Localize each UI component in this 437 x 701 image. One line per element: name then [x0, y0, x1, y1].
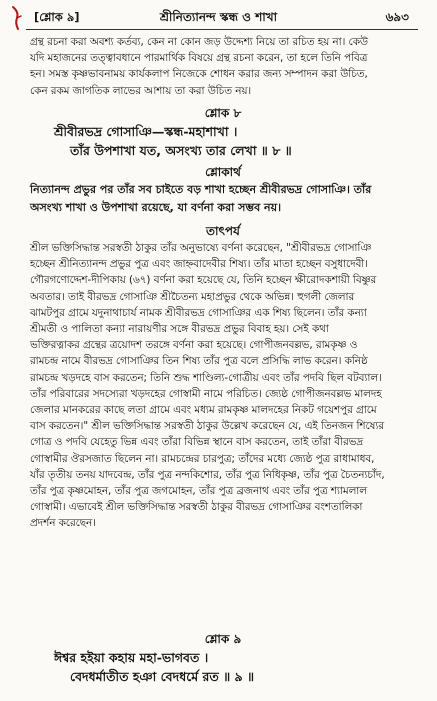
- purport-line: গৌরগণোদ্দেশ-দীপিকায় (৬৭) বর্ণনা করা হয়েছে যে, তিনি হচ্ছেন ক্ষীরোদকশায়ী বিষ্ণুর: [30, 274, 377, 287]
- running-header: [0, 9, 437, 29]
- purport-line: রামচন্দ্র নামে বীরভদ্র গোসাঞির তিন শিষ্য তাঁর পুত্র বলে প্রসিদ্ধি লাভ করেন। কনিষ্ঠ: [30, 355, 368, 368]
- header-rule: [26, 29, 418, 30]
- purport-line: শ্রীমতী ও পালিতা কন্যা নারায়ণীর সঙ্গে বীরভদ্র প্রভুর বিবাহ হয়। সেই কথা: [30, 323, 329, 336]
- verse-heading: শ্লোক ৯: [204, 632, 242, 646]
- purport-line: যাঁর তৃতীয় তনয় যাদবেন্দ্র, তাঁর পুত্র নন্দকিশোর, তাঁর পুত্র নিধিকৃষ্ণ, তাঁর পুত্র চৈতন্যচাঁদ,: [30, 468, 385, 481]
- translation-section: [30, 163, 416, 216]
- purport-line: তাঁর পরিবারের সদস্যেরা খড়দহের গোস্বামী নামে পরিচিত। জ্যেষ্ঠ গোপীজনবল্লভ মালদহ: [30, 387, 382, 400]
- translation-heading: শ্লোকার্থ: [205, 165, 241, 179]
- purport-line: বাস করতেন।" শ্রীল ভক্তিসিদ্ধান্ত সরস্বতী ঠাকুর উল্লেখ করেছেন যে, এই তিনজন শিষ্যের: [30, 420, 384, 433]
- purport-section: [30, 222, 416, 532]
- text-line: কেন রকম জাগতিক লাভের আশায় তা করা উচিত নয়।: [30, 84, 252, 97]
- verse-line: বেদধর্মাতীত হঞা বেদধর্মে রত ॥ ৯ ॥: [70, 669, 255, 684]
- verse-line: তাঁর উপশাখা যত, অসংখ্য তার লেখা ॥ ৮ ॥: [70, 143, 292, 158]
- text-line: হন। সমস্ত কৃষ্ণভাবনাময় কার্যকলাপ নিজেকে শোধন করার জন্য সম্পাদন করা উচিত,: [30, 68, 368, 81]
- verse-line: শ্রীবীরভদ্র গোসাঞি—স্কন্ধ-মহাশাখা ।: [54, 124, 238, 139]
- text-line: গ্রন্থ রচনা করা অবশ্য কর্তব্য, কেন না কোন জড় উদ্দেশ্য নিয়ে তা রচিত হয় না। কেউ: [30, 36, 368, 48]
- purport-line: জেলার মানকরের কাছে লতা গ্রামে এবং মধ্যম রামকৃষ্ণ মালদহের নিকট গয়েশপুর গ্রামে: [30, 404, 377, 417]
- purport-line: তাঁর পুত্র কৃষ্ণমোহন, তাঁর পুত্র জগমোহন, তাঁর পুত্র ব্রজনাথ এবং তাঁর পুত্র শ্যামলাল: [30, 485, 367, 498]
- intro-paragraph: [30, 34, 416, 99]
- verse-9: [30, 630, 416, 686]
- purport-line: গোস্বামীর ঔরসজাত ছিলেন না। রামচন্দ্রের চারপুত্র; তাঁদের মধ্যে জ্যেষ্ঠ পুত্র রাধামাধব,: [30, 452, 375, 465]
- header-chapter-title: শ্রীনিত্যানন্দ স্কন্ধ ও শাখা: [159, 10, 278, 24]
- purport-heading: তাৎপর্য: [206, 224, 240, 238]
- purport-line: ঝামটপুর গ্রামে যদুনাথাচার্য নামক শ্রীবীরভদ্র গোসাঞির এক শিষ্য ছিলেন। তাঁর কন্যা: [30, 306, 367, 319]
- translation-line: অসংখ্য শাখা ও উপশাখা রয়েছে, যা বর্ণনা করা সম্ভব নয়।: [30, 200, 282, 214]
- purport-line: গোত্র ও পদবি যেহেতু ভিন্ন এবং তাঁরা বিভিন্ন স্থানে বাস করতেন, তাই তাঁরা বীরভদ্র: [30, 436, 364, 449]
- purport-line: হচ্ছেন শ্রীনিত্যানন্দ প্রভুর পুত্র এবং জাহ্নবাদেবীর শিষ্য। তাঁর মাতা হচ্ছেন বসুধাদেবী।: [30, 258, 368, 271]
- verse-heading: শ্লোক ৮: [204, 106, 242, 120]
- verse-8: [30, 104, 416, 160]
- purport-line: শ্রীল ভক্তিসিদ্ধান্ত সরস্বতী ঠাকুর তাঁর অনুভাষ্যে বর্ণনা করেছেন, "শ্রীবীরভদ্র গোসাঞি: [30, 242, 372, 254]
- text-line: যদি মহাজনের তত্ত্বাবধানে পারমার্থিক বিষয়ে গ্রন্থ রচনা করেন, তা হলে তিনি পবিত্র: [30, 52, 368, 65]
- translation-line: নিত্যানন্দ প্রভুর পর তাঁর সব চাইতে বড় শাখা হচ্ছেন শ্রীবীরভদ্র গোসাঞি। তাঁর: [30, 183, 372, 196]
- page-number: ৬৯৩: [385, 10, 409, 24]
- purport-line: প্রদর্শন করেছেন।: [30, 517, 96, 530]
- purport-line: গোস্বামী। এভাবেই শ্রীল ভক্তিসিদ্ধান্ত সরস্বতী ঠাকুর বীরভদ্র গোসাঞির বংশতালিকা: [30, 501, 363, 514]
- header-verse-reference: [শ্লোক ৯]: [34, 10, 80, 24]
- purport-line: অবতার। তাই বীরভদ্র গোসাঞি শ্রীচৈতন্য মহাপ্রভুর থেকে অভিন্ন। হুগলী জেলার: [30, 290, 355, 303]
- verse-line: ঈশ্বর হইয়া কহায় মহা-ভাগবত ।: [54, 650, 209, 665]
- purport-line: রামচন্দ্র খড়দহে বাস করতেন; তিনি শুদ্ধ শাণ্ডিল্য-গোত্রীয় এবং তাঁর পদবি ছিল বটব্যাল।: [30, 371, 382, 384]
- purport-line: ভক্তিরত্নাকর গ্রন্থের ত্রয়োদশ তরঙ্গে বর্ণনা করা হয়েছে। গোপীজনবল্লভ, রামকৃষ্ণ ও: [30, 339, 358, 352]
